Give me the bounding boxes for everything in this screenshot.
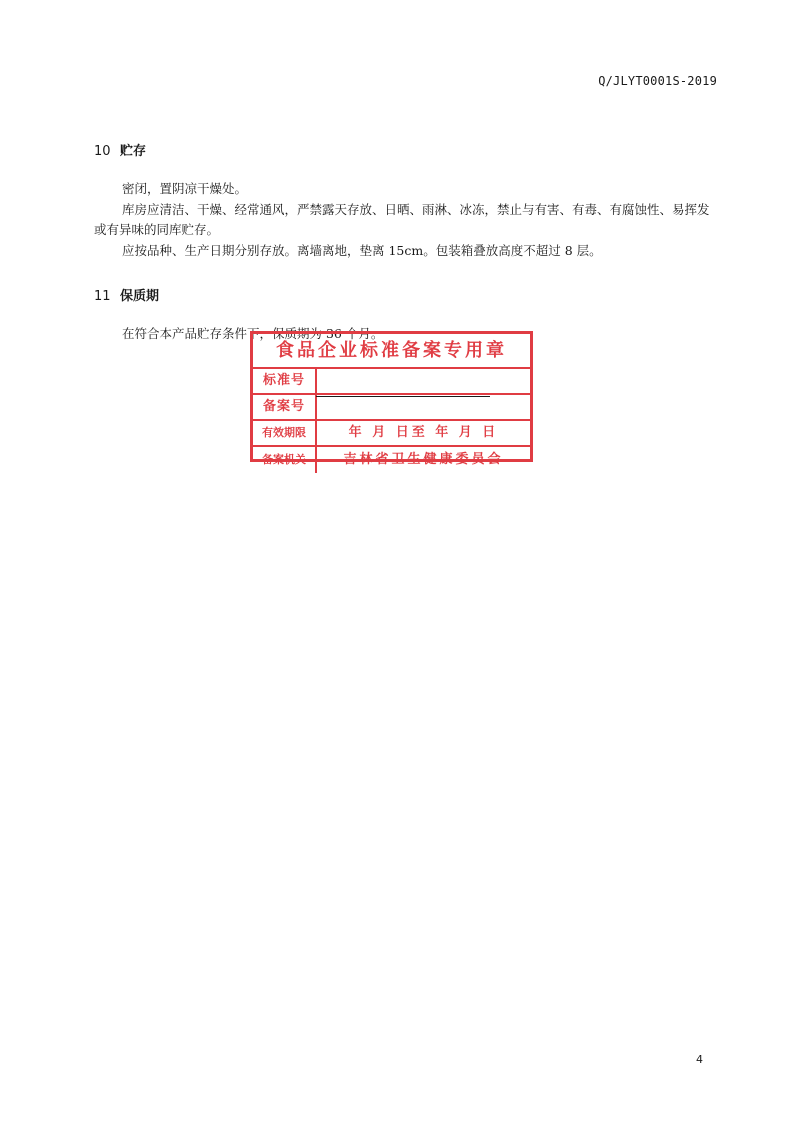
stamp-row-filing-no [253, 395, 530, 421]
paragraph: 在符合本产品贮存条件下，保质期为 36 个月。 [122, 326, 384, 341]
stamp-value [317, 369, 530, 393]
section-number: 11 [94, 289, 111, 304]
paragraph: 应按品种、生产日期分别存放。离墙离地，垫离 15cm。包装箱叠放高度不超过 8 层。 [122, 243, 602, 258]
section-number: 10 [94, 144, 111, 159]
filing-number-underline [316, 396, 490, 397]
stamp-value [317, 395, 530, 419]
stamp-label: 有效期限 [253, 421, 317, 445]
stamp-label: 标准号 [253, 369, 317, 393]
section-heading-shelf-life [94, 285, 159, 304]
stamp-label: 备案机关 [253, 447, 317, 473]
stamp-row-authority [253, 447, 530, 473]
stamp-row-validity [253, 421, 530, 447]
stamp-value: 吉林省卫生健康委员会 [343, 452, 504, 467]
section-heading-storage [94, 140, 146, 159]
paragraph: 库房应清洁、干燥、经常通风，严禁露天存放、日晒、雨淋、冰冻，禁止与有害、有毒、有腐蚀性、易挥发或有异味的同库贮存。 [94, 202, 710, 237]
section-title: 贮存 [120, 144, 147, 159]
page-number: 4 [696, 1053, 703, 1066]
stamp-label: 备案号 [253, 395, 317, 419]
section-title: 保质期 [120, 289, 160, 304]
stamp-row-standard-no [253, 369, 530, 395]
document-code: Q/JLYT0001S-2019 [598, 74, 717, 88]
stamp-value: 年 月 日至 年 月 日 [348, 425, 499, 440]
stamp-title: 食品企业标准备案专用章 [253, 334, 530, 369]
paragraph: 密闭，置阴凉干燥处。 [122, 181, 248, 196]
